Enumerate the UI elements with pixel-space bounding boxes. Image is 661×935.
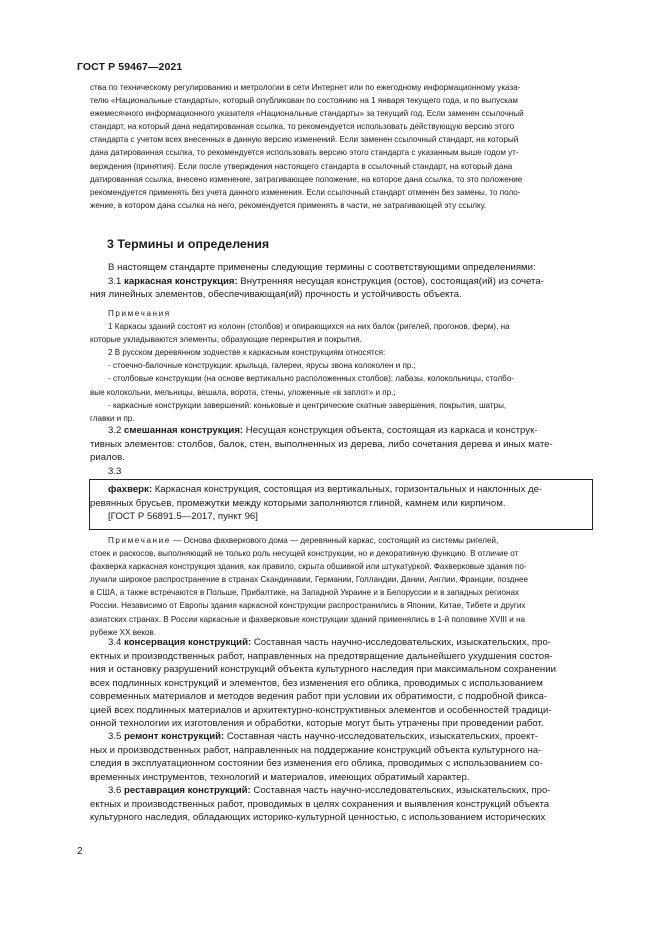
note-label: Примечание xyxy=(108,536,171,545)
term-number: 3.4 xyxy=(108,637,125,648)
text-line: стандарт, на который дана недатированная ссылка, то рекомендуется использовать действующую версию этого xyxy=(90,122,515,132)
text-line: ежемесячного информационного указателя «Национальные стандарты» за текущий год. Если заменен ссылочный xyxy=(90,109,524,119)
term-number: 3.5 xyxy=(108,731,125,742)
text-line: рекомендуется применять без учета данного изменения. Если ссылочный стандарт отменен без замены, то поло- xyxy=(90,187,521,197)
term-3-5-line xyxy=(90,730,595,744)
term-source: [ГОСТ Р 56891.5—2017, пункт 96] xyxy=(108,511,258,522)
text-line: телю «Национальные стандарты», который опубликован по состоянию на 1 января текущего года, и по выпускам xyxy=(90,96,518,106)
term-name: ремонт конструкций: xyxy=(124,731,225,742)
term-3-3-line xyxy=(90,483,590,497)
text-line: которые укладываются элементы, образующие перекрытия и покрытия. xyxy=(90,335,362,345)
term-3-6-line xyxy=(90,784,595,798)
text-line: азиатских странах. В России каркасные и фахверковые конструкции зданий применялись в 1-й половине XVIII и на xyxy=(90,614,526,624)
note-first-line xyxy=(90,534,595,547)
term-3-6-block xyxy=(90,784,595,825)
text-line: ектных и производственных работ, направленных на предотвращение дальнейшего ухудшения состоя- xyxy=(90,650,553,662)
text-line: России. Независимо от Европы здания каркасной конструкции распространились в Японии, Китае, Тибете и других xyxy=(90,601,526,611)
page-number: 2 xyxy=(77,846,83,857)
term-name: каркасная конструкция: xyxy=(124,275,238,287)
text-line: датированная ссылка, внесено изменение, затрагивающее положение, на которое дана ссылка, то это положение xyxy=(90,174,523,184)
term-name: смешанная конструкция: xyxy=(124,425,244,436)
term-number: 3.3 xyxy=(108,465,122,477)
term-3-4-block xyxy=(90,636,595,731)
term-definition: Составная часть научно-исследовательских, изыскательских, про- xyxy=(250,785,551,796)
text-line: лучили широкое распространение в странах Скандинавии, Германии, Голландии, Дании, Англии, Франции, позднее xyxy=(90,575,528,585)
term-definition: Каркасная конструкция, состоящая из вертикальных, горизонтальных и наклонных де- xyxy=(152,484,543,495)
text-line: ных и производственных работ, направленных на поддержание конструкций объекта культурного на- xyxy=(90,744,542,756)
text-line: ния и остановку разрушений конструкций объекта культурного наследия при максимальном сохранении xyxy=(90,664,556,675)
term-definition: Составная часть научно-исследовательских, изыскательских, проект- xyxy=(224,731,539,742)
text-line: риалов. xyxy=(90,452,125,463)
term-definition: Внутренняя несущая конструкция (остов), состоящая(ий) из сочета- xyxy=(237,275,544,287)
text-line: тивных элементов: столбов, балок, стен, выполненных из дерева, либо сочетания дерева и иных мате- xyxy=(90,438,553,450)
text-line: временных инструментов, технологий и материалов, имеющих обратимый характер. xyxy=(90,771,470,783)
text-line: в США, а также встречаются в Польше, Прибалтике, на Западной Украине и в Белоруссии и в западных регионах xyxy=(90,588,520,598)
term-number: 3.2 xyxy=(108,425,125,436)
text-line: жение, в котором дана ссылка на него, рекомендуется применять в части, не затрагивающей эту ссылку. xyxy=(90,200,487,210)
text-line: ния линейных элементов, обеспечивающая(ий) прочность и устойчивость объекта. xyxy=(90,289,462,300)
text-line: ревянных брусьев, промежутки между которыми заполняются глиной, камнем или кирпичом. xyxy=(90,497,506,509)
text-line: 1 Каркасы зданий состоят из колонн (столбов) и опирающихся на них балок (ригелей, прогонов, ферм), на xyxy=(108,322,510,332)
text-line: современных материалов и методов ведения работ при условии их обратимости, с подробной фикса- xyxy=(90,691,548,702)
term-definition: Несущая конструкция объекта, состоящая из каркаса и конструк- xyxy=(243,425,538,436)
text-line: фахверка каркасная конструкция здания, как правило, скрыта обшивкой или штукатуркой. Фахверковые здания по- xyxy=(90,562,527,572)
intro-paragraph xyxy=(90,81,595,212)
term-name: реставрация конструкций: xyxy=(124,785,251,796)
text-line: ства по техническому регулированию и метрологии в сети Интернет или по ежегодному информационному указа- xyxy=(90,83,521,92)
text-line: следия в эксплуатационном состоянии без изменения его облика, проводимых с использованием со- xyxy=(90,758,543,769)
term-3-4-line xyxy=(90,636,595,650)
notes-3-1 xyxy=(90,307,595,425)
term-name: консервация конструкций: xyxy=(124,637,252,648)
term-number: 3.6 xyxy=(108,785,125,796)
text-line: всех подлинных конструкций и элементов, без изменения его облика, проводимых с использованием xyxy=(90,677,543,689)
term-3-3-block xyxy=(90,483,590,524)
section-title: 3 Термины и определения xyxy=(107,237,270,251)
text-line: вые колокольни, мельницы, вешала, ворота, стены, уложенные «в заплот» и пр.; xyxy=(90,387,396,397)
text-line: дана датированная ссылка, то рекомендуется использовать версию этого стандарта с указанным выше годом ут- xyxy=(90,148,519,158)
text-line: онной технологии их изготовления и обработки, которые могут быть утрачены при проведении работ. xyxy=(90,718,544,729)
text-line: главки и пр. xyxy=(90,413,135,423)
term-number: 3.1 xyxy=(108,275,125,287)
text-line: 2 В русском деревянном зодчестве к каркасным конструкциям относятся: xyxy=(108,348,386,358)
text-line: ектных и производственных работ, проводимых в целях сохранения и выявления конструкций объекта xyxy=(90,798,550,810)
text-line: рубеже XX веков. xyxy=(90,627,157,637)
term-name: фахверк: xyxy=(108,484,153,495)
note-text: — Основа фахверкового дома — деревянный каркас, состоящий из системы ригелей, xyxy=(170,536,499,545)
term-3-2-line xyxy=(90,424,595,438)
terms-intro: В настоящем стандарте применены следующие термины с соответствующими определениями: xyxy=(108,262,536,273)
text-line: - стоечно-балочные конструкции: крыльца, галереи, ярусы звона колоколен и пр.; xyxy=(108,361,416,371)
text-line: стандарта с учетом всех внесенных в данную версию изменений. Если заменен ссылочный стандарт, на который xyxy=(90,135,519,145)
term-3-5-block xyxy=(90,730,595,784)
term-3-1-line xyxy=(90,275,595,289)
text-line: - столбовые конструкции (на основе вертикально расположенных столбов): лабазы, колокольницы, столбо- xyxy=(108,374,515,384)
text-line: - каркасные конструкции завершений: коньковые и центрические скатные завершения, покрытия, шатры, xyxy=(108,400,507,410)
term-3-2-block xyxy=(90,424,595,478)
text-line: верждения (принятия). Если после утверждения настоящего стандарта в ссылочный стандарт, на который дана xyxy=(90,161,513,171)
text-line: цией всех подлинных материалов и архитектурно-конструктивных элементов и особенностей традици- xyxy=(90,704,552,716)
note-3-3 xyxy=(90,534,595,639)
term-definition: Составная часть научно-исследовательских, изыскательских, про- xyxy=(251,637,551,648)
term-3-1-block xyxy=(90,261,595,302)
document-header: ГОСТ Р 59467—2021 xyxy=(77,61,183,73)
text-line: стоек и раскосов, выполняющий не только роль несущей конструкции, но и декоративную функцию. В отличие от xyxy=(90,549,519,559)
notes-label: Примечания xyxy=(108,309,171,318)
text-line: культурного наследия, обладающих историко-культурной ценностью, с использованием исторических xyxy=(90,812,546,823)
